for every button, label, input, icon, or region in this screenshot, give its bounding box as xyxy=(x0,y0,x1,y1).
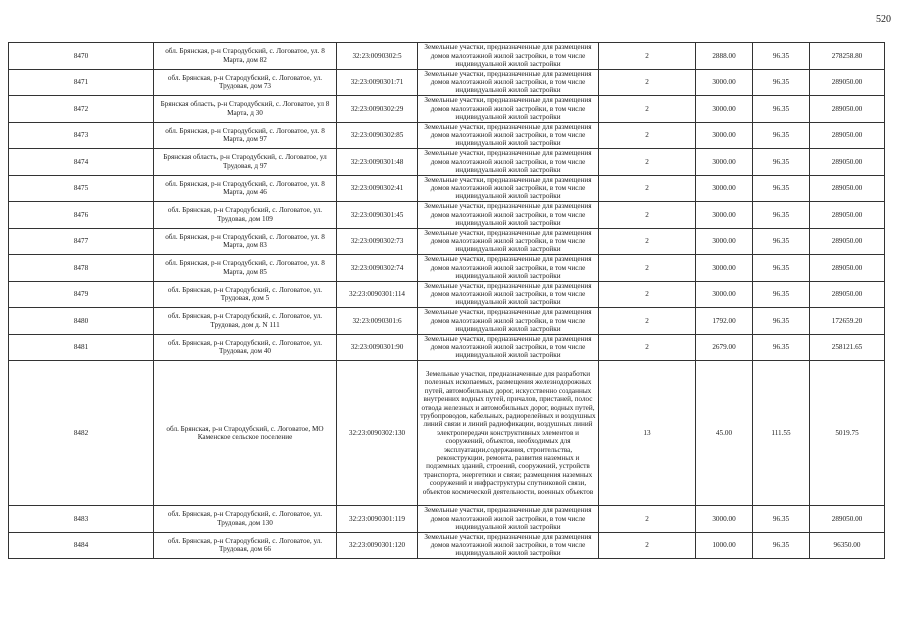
address-cell: обл. Брянская, р-н Стародубский, с. Логоватое, ул. Трудовая, дом 66 xyxy=(154,532,337,559)
cadastral-number-cell: 32:23:0090301:120 xyxy=(337,532,418,559)
table-row xyxy=(9,202,885,229)
cadastral-value-cell: 289050.00 xyxy=(810,506,885,533)
area-cell: 3000.00 xyxy=(696,255,753,282)
category-code-cell: 2 xyxy=(599,202,696,229)
area-cell: 2679.00 xyxy=(696,334,753,361)
area-cell: 3000.00 xyxy=(696,122,753,149)
cadastral-number-cell: 32:23:0090301:119 xyxy=(337,506,418,533)
row-number-cell: 8481 xyxy=(9,334,154,361)
category-code-cell: 2 xyxy=(599,506,696,533)
category-code-cell: 2 xyxy=(599,334,696,361)
table-row xyxy=(9,175,885,202)
land-use-cell: Земельные участки, предназначенные для размещения домов малоэтажной жилой застройки, в том числе индивидуальной жилой застройки xyxy=(418,43,599,70)
address-cell: обл. Брянская, р-н Стародубский, с. Логоватое, ул. 8 Марта, дом 82 xyxy=(154,43,337,70)
address-cell: обл. Брянская, р-н Стародубский, с. Логоватое, ул. Трудовая, дом д. N 111 xyxy=(154,308,337,335)
land-use-cell: Земельные участки, предназначенные для размещения домов малоэтажной жилой застройки, в том числе индивидуальной жилой застройки xyxy=(418,175,599,202)
land-use-cell: Земельные участки, предназначенные для размещения домов малоэтажной жилой застройки, в том числе индивидуальной жилой застройки xyxy=(418,69,599,96)
address-cell: обл. Брянская, р-н Стародубский, с. Логоватое, МО Каменское сельское поселение xyxy=(154,361,337,506)
address-cell: обл. Брянская, р-н Стародубский, с. Логоватое, ул. 8 Марта, дом 85 xyxy=(154,255,337,282)
row-number-cell: 8470 xyxy=(9,43,154,70)
table-row xyxy=(9,149,885,176)
rate-cell: 96.35 xyxy=(753,202,810,229)
row-number-cell: 8476 xyxy=(9,202,154,229)
land-use-cell: Земельные участки, предназначенные для размещения домов малоэтажной жилой застройки, в том числе индивидуальной жилой застройки xyxy=(418,308,599,335)
table-row xyxy=(9,43,885,70)
land-use-cell: Земельные участки, предназначенные для разработки полезных ископаемых, размещения железнодорожных путей, автомобильных дорог, искусственно созданных внутренних водных путей, причалов, пристаней, полос отвода железных и автомобильных дорог, водных путей, трубопроводов, кабельных, радиорелейных и воздушных линий связи и линий радиофикации, воздушных линий электропередачи конструктивных элементов и сооружений, объектов, необходимых для эксплуатации,содержания, строительства, реконструкции, ремонта, развития наземных и подземных зданий, строений, сооружений, устройств транспорта, энергетики и связи; размещения наземных сооружений и инфраструктуры спутниковой связи, объектов космической деятельности, военных объектов xyxy=(418,361,599,506)
cadastral-number-cell: 32:23:0090302:74 xyxy=(337,255,418,282)
area-cell: 3000.00 xyxy=(696,228,753,255)
area-cell: 3000.00 xyxy=(696,96,753,123)
table-row xyxy=(9,506,885,533)
area-cell: 1000.00 xyxy=(696,532,753,559)
cadastral-number-cell: 32:23:0090301:71 xyxy=(337,69,418,96)
address-cell: обл. Брянская, р-н Стародубский, с. Логоватое, ул. Трудовая, дом 73 xyxy=(154,69,337,96)
rate-cell: 96.35 xyxy=(753,281,810,308)
land-use-cell: Земельные участки, предназначенные для размещения домов малоэтажной жилой застройки, в том числе индивидуальной жилой застройки xyxy=(418,506,599,533)
cadastral-number-cell: 32:23:0090301:48 xyxy=(337,149,418,176)
table-row xyxy=(9,69,885,96)
row-number-cell: 8475 xyxy=(9,175,154,202)
cadastral-number-cell: 32:23:0090302:130 xyxy=(337,361,418,506)
cadastral-value-cell: 289050.00 xyxy=(810,202,885,229)
table-row xyxy=(9,281,885,308)
category-code-cell: 2 xyxy=(599,228,696,255)
category-code-cell: 2 xyxy=(599,281,696,308)
category-code-cell: 2 xyxy=(599,532,696,559)
cadastral-value-cell: 289050.00 xyxy=(810,281,885,308)
area-cell: 3000.00 xyxy=(696,202,753,229)
table-row xyxy=(9,334,885,361)
address-cell: обл. Брянская, р-н Стародубский, с. Логоватое, ул. Трудовая, дом 5 xyxy=(154,281,337,308)
area-cell: 1792.00 xyxy=(696,308,753,335)
address-cell: обл. Брянская, р-н Стародубский, с. Логоватое, ул. Трудовая, дом 130 xyxy=(154,506,337,533)
category-code-cell: 2 xyxy=(599,43,696,70)
rate-cell: 96.35 xyxy=(753,228,810,255)
row-number-cell: 8480 xyxy=(9,308,154,335)
area-cell: 2888.00 xyxy=(696,43,753,70)
cadastral-value-cell: 289050.00 xyxy=(810,149,885,176)
rate-cell: 96.35 xyxy=(753,334,810,361)
category-code-cell: 2 xyxy=(599,175,696,202)
cadastral-number-cell: 32:23:0090302:29 xyxy=(337,96,418,123)
area-cell: 45.00 xyxy=(696,361,753,506)
address-cell: обл. Брянская, р-н Стародубский, с. Логоватое, ул. 8 Марта, дом 97 xyxy=(154,122,337,149)
land-use-cell: Земельные участки, предназначенные для размещения домов малоэтажной жилой застройки, в том числе индивидуальной жилой застройки xyxy=(418,149,599,176)
address-cell: Брянская область, р-н Стародубский, с. Логоватое, ул Трудовая, д 97 xyxy=(154,149,337,176)
land-use-cell: Земельные участки, предназначенные для размещения домов малоэтажной жилой застройки, в том числе индивидуальной жилой застройки xyxy=(418,202,599,229)
rate-cell: 96.35 xyxy=(753,175,810,202)
cadastral-value-cell: 258121.65 xyxy=(810,334,885,361)
rate-cell: 96.35 xyxy=(753,532,810,559)
row-number-cell: 8482 xyxy=(9,361,154,506)
rate-cell: 96.35 xyxy=(753,96,810,123)
table-row xyxy=(9,361,885,506)
land-use-cell: Земельные участки, предназначенные для размещения домов малоэтажной жилой застройки, в том числе индивидуальной жилой застройки xyxy=(418,96,599,123)
table-row xyxy=(9,122,885,149)
rate-cell: 96.35 xyxy=(753,43,810,70)
address-cell: Брянская область, р-н Стародубский, с. Логоватое, ул 8 Марта, д 30 xyxy=(154,96,337,123)
table-body xyxy=(9,43,885,559)
land-use-cell: Земельные участки, предназначенные для размещения домов малоэтажной жилой застройки, в том числе индивидуальной жилой застройки xyxy=(418,228,599,255)
land-use-cell: Земельные участки, предназначенные для размещения домов малоэтажной жилой застройки, в том числе индивидуальной жилой застройки xyxy=(418,255,599,282)
table-row xyxy=(9,308,885,335)
cadastral-value-cell: 289050.00 xyxy=(810,69,885,96)
row-number-cell: 8484 xyxy=(9,532,154,559)
cadastral-value-cell: 5019.75 xyxy=(810,361,885,506)
cadastral-number-cell: 32:23:0090302:41 xyxy=(337,175,418,202)
rate-cell: 111.55 xyxy=(753,361,810,506)
cadastral-value-cell: 278258.80 xyxy=(810,43,885,70)
row-number-cell: 8478 xyxy=(9,255,154,282)
land-use-cell: Земельные участки, предназначенные для размещения домов малоэтажной жилой застройки, в том числе индивидуальной жилой застройки xyxy=(418,532,599,559)
area-cell: 3000.00 xyxy=(696,69,753,96)
cadastral-number-cell: 32:23:0090302:85 xyxy=(337,122,418,149)
table-row xyxy=(9,96,885,123)
cadastral-value-cell: 289050.00 xyxy=(810,175,885,202)
address-cell: обл. Брянская, р-н Стародубский, с. Логоватое, ул. 8 Марта, дом 46 xyxy=(154,175,337,202)
row-number-cell: 8477 xyxy=(9,228,154,255)
cadastral-number-cell: 32:23:0090301:114 xyxy=(337,281,418,308)
cadastral-value-cell: 172659.20 xyxy=(810,308,885,335)
area-cell: 3000.00 xyxy=(696,281,753,308)
category-code-cell: 2 xyxy=(599,69,696,96)
cadastral-value-cell: 289050.00 xyxy=(810,255,885,282)
row-number-cell: 8483 xyxy=(9,506,154,533)
row-number-cell: 8474 xyxy=(9,149,154,176)
cadastral-number-cell: 32:23:0090302:5 xyxy=(337,43,418,70)
cadastral-value-cell: 289050.00 xyxy=(810,228,885,255)
rate-cell: 96.35 xyxy=(753,308,810,335)
row-number-cell: 8473 xyxy=(9,122,154,149)
category-code-cell: 2 xyxy=(599,255,696,282)
page-number: 520 xyxy=(876,14,891,25)
category-code-cell: 2 xyxy=(599,149,696,176)
category-code-cell: 2 xyxy=(599,122,696,149)
cadastral-value-cell: 289050.00 xyxy=(810,96,885,123)
cadastral-number-cell: 32:23:0090301:6 xyxy=(337,308,418,335)
land-use-cell: Земельные участки, предназначенные для размещения домов малоэтажной жилой застройки, в том числе индивидуальной жилой застройки xyxy=(418,281,599,308)
category-code-cell: 13 xyxy=(599,361,696,506)
table-row xyxy=(9,532,885,559)
land-use-cell: Земельные участки, предназначенные для размещения домов малоэтажной жилой застройки, в том числе индивидуальной жилой застройки xyxy=(418,334,599,361)
cadastral-value-cell: 96350.00 xyxy=(810,532,885,559)
cadastral-number-cell: 32:23:0090302:73 xyxy=(337,228,418,255)
area-cell: 3000.00 xyxy=(696,175,753,202)
address-cell: обл. Брянская, р-н Стародубский, с. Логоватое, ул. Трудовая, дом 40 xyxy=(154,334,337,361)
table-row xyxy=(9,255,885,282)
category-code-cell: 2 xyxy=(599,308,696,335)
cadastral-value-cell: 289050.00 xyxy=(810,122,885,149)
area-cell: 3000.00 xyxy=(696,506,753,533)
rate-cell: 96.35 xyxy=(753,69,810,96)
rate-cell: 96.35 xyxy=(753,122,810,149)
row-number-cell: 8471 xyxy=(9,69,154,96)
area-cell: 3000.00 xyxy=(696,149,753,176)
cadastral-number-cell: 32:23:0090301:45 xyxy=(337,202,418,229)
rate-cell: 96.35 xyxy=(753,255,810,282)
address-cell: обл. Брянская, р-н Стародубский, с. Логоватое, ул. 8 Марта, дом 83 xyxy=(154,228,337,255)
table-row xyxy=(9,228,885,255)
address-cell: обл. Брянская, р-н Стародубский, с. Логоватое, ул. Трудовая, дом 109 xyxy=(154,202,337,229)
category-code-cell: 2 xyxy=(599,96,696,123)
rate-cell: 96.35 xyxy=(753,506,810,533)
row-number-cell: 8472 xyxy=(9,96,154,123)
rate-cell: 96.35 xyxy=(753,149,810,176)
land-registry-table xyxy=(8,42,885,559)
cadastral-number-cell: 32:23:0090301:90 xyxy=(337,334,418,361)
land-use-cell: Земельные участки, предназначенные для размещения домов малоэтажной жилой застройки, в том числе индивидуальной жилой застройки xyxy=(418,122,599,149)
row-number-cell: 8479 xyxy=(9,281,154,308)
